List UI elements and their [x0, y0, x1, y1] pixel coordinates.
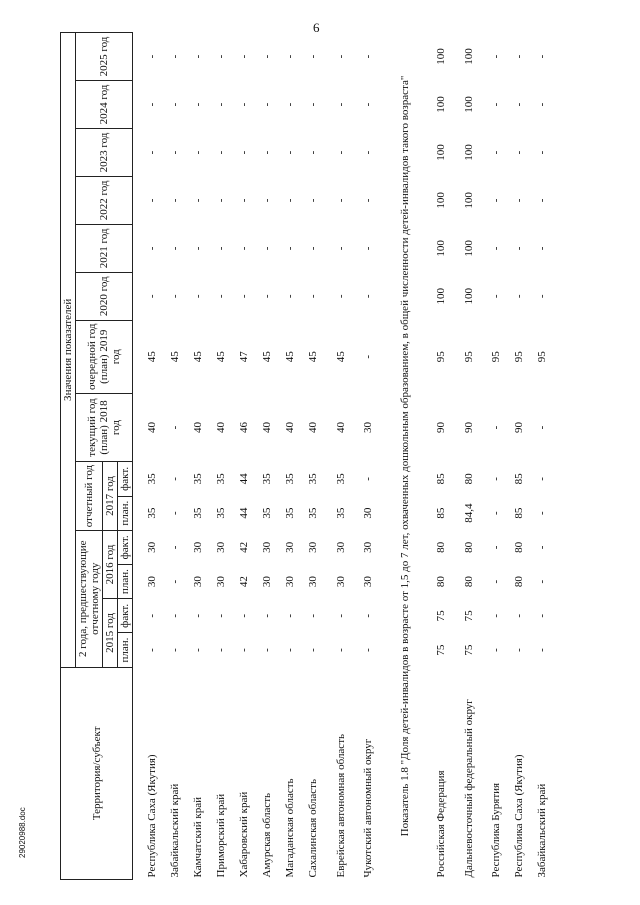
row-value-cell: - — [146, 150, 158, 155]
row-value-cell: 35 — [284, 507, 296, 519]
row-value-cell: 75 — [435, 610, 447, 622]
row-value-cell: - — [215, 246, 227, 251]
footer-filename: 29020988.doc — [18, 807, 27, 858]
row-territory-name: Дальневосточный федеральный округ — [462, 699, 475, 878]
row-value-cell: - — [192, 198, 204, 203]
header-2022: 2022 год — [76, 176, 133, 224]
row-value-cell: 100 — [435, 240, 447, 257]
row-value-cell: 30 — [334, 541, 347, 553]
row-value-cell: - — [307, 102, 319, 107]
row-value-cell: - — [284, 150, 296, 155]
row-value-cell: - — [334, 648, 347, 652]
row-value-cell: - — [362, 150, 374, 155]
row-value-cell: - — [536, 150, 548, 155]
row-value-cell: 44 — [238, 473, 250, 485]
row-value-cell: 84,4 — [462, 503, 475, 523]
row-value-cell: 40 — [215, 422, 227, 434]
row-value-cell: - — [334, 614, 347, 618]
row-value-cell: 95 — [435, 351, 447, 363]
row-territory-name: Республика Саха (Якутия) — [513, 754, 525, 878]
row-value-cell: 100 — [435, 48, 447, 65]
row-value-cell: - — [490, 102, 502, 107]
row-value-cell: 100 — [435, 288, 447, 305]
row-territory-name: Забайкальский край — [169, 783, 181, 878]
row-value-cell: 30 — [261, 576, 273, 588]
row-value-cell: 30 — [215, 576, 227, 588]
row-value-cell: 30 — [307, 576, 319, 588]
row-value-cell: 30 — [215, 541, 227, 553]
row-value-cell: 35 — [284, 473, 296, 485]
row-value-cell: - — [362, 102, 374, 107]
table-body-a — [133, 33, 381, 880]
row-value-cell: 35 — [334, 507, 347, 519]
row-value-cell: 30 — [284, 576, 296, 588]
table-row — [430, 33, 453, 880]
row-value-cell: 35 — [215, 473, 227, 485]
row-value-cell: 45 — [192, 351, 204, 363]
row-value-cell: - — [513, 614, 525, 618]
row-value-cell: - — [490, 511, 502, 515]
row-value-cell: 45 — [284, 351, 296, 363]
row-value-cell: - — [192, 150, 204, 155]
row-value-cell: 35 — [146, 507, 158, 519]
row-value-cell: 42 — [238, 541, 250, 553]
row-value-cell: 80 — [462, 473, 475, 485]
row-value-cell: 80 — [513, 541, 525, 553]
row-value-cell: 45 — [215, 351, 227, 363]
row-value-cell: 35 — [307, 507, 319, 519]
row-value-cell: - — [536, 545, 548, 550]
row-value-cell: - — [536, 425, 548, 430]
row-value-cell: 100 — [462, 192, 475, 209]
row-value-cell: - — [238, 54, 250, 59]
row-value-cell: 30 — [362, 507, 374, 519]
row-value-cell: 30 — [307, 541, 319, 553]
row-value-cell: - — [307, 294, 319, 299]
row-value-cell: 35 — [192, 473, 204, 485]
row-value-cell: - — [536, 102, 548, 107]
row-value-cell: 40 — [146, 422, 158, 434]
row-value-cell: - — [238, 102, 250, 107]
header-values: Значения показателей — [61, 33, 76, 668]
row-value-cell: - — [490, 246, 502, 251]
table-row — [531, 33, 554, 880]
header-fact: факт. — [118, 599, 133, 633]
table-row — [164, 33, 187, 880]
row-value-cell: - — [146, 648, 158, 652]
row-value-cell: - — [513, 102, 525, 107]
row-value-cell: 80 — [462, 576, 475, 588]
row-value-cell: 45 — [307, 351, 319, 363]
row-value-cell: - — [490, 545, 502, 550]
row-value-cell: 95 — [462, 351, 475, 363]
row-value-cell: 30 — [192, 541, 204, 553]
row-value-cell: - — [490, 198, 502, 203]
row-value-cell: - — [490, 425, 502, 430]
header-fact: факт. — [118, 462, 133, 496]
page-number: 6 — [313, 20, 320, 35]
row-value-cell: - — [284, 648, 296, 652]
row-value-cell: 30 — [362, 541, 374, 553]
row-value-cell: 35 — [215, 507, 227, 519]
row-value-cell: - — [146, 54, 158, 59]
row-value-cell: 30 — [362, 422, 374, 434]
row-value-cell: 46 — [238, 422, 250, 434]
rotated-table-container — [60, 30, 580, 880]
row-value-cell: 40 — [334, 422, 347, 434]
row-value-cell: - — [536, 246, 548, 251]
row-value-cell: - — [146, 102, 158, 107]
row-value-cell: - — [169, 294, 181, 299]
row-value-cell: 40 — [192, 422, 204, 434]
indicator-caption-section — [380, 33, 430, 880]
row-value-cell: 100 — [462, 240, 475, 257]
table-row — [256, 33, 279, 880]
row-value-cell: - — [261, 150, 273, 155]
row-value-cell: 45 — [146, 351, 158, 363]
header-2015: 2015 год — [103, 599, 118, 667]
row-value-cell: - — [192, 102, 204, 107]
row-value-cell: - — [334, 294, 347, 299]
row-value-cell: - — [261, 614, 273, 618]
row-value-cell: - — [238, 246, 250, 251]
row-value-cell: - — [536, 477, 548, 481]
row-value-cell: - — [284, 198, 296, 203]
row-value-cell: - — [284, 102, 296, 107]
table-row — [357, 33, 380, 880]
row-value-cell: - — [284, 294, 296, 299]
row-value-cell: - — [169, 648, 181, 652]
row-value-cell: - — [169, 579, 181, 584]
row-value-cell: 45 — [261, 351, 273, 363]
row-value-cell: - — [284, 614, 296, 618]
row-value-cell: - — [169, 102, 181, 107]
row-value-cell: - — [536, 54, 548, 59]
row-value-cell: - — [513, 54, 525, 59]
row-value-cell: 75 — [462, 610, 475, 622]
row-value-cell: - — [169, 511, 181, 515]
row-value-cell: 80 — [435, 541, 447, 553]
row-value-cell: 35 — [146, 473, 158, 485]
row-value-cell: 30 — [362, 576, 374, 588]
row-value-cell: 80 — [462, 541, 475, 553]
indicator-table — [60, 32, 554, 880]
header-2020: 2020 год — [76, 272, 133, 320]
row-value-cell: 30 — [146, 576, 158, 588]
row-value-cell: - — [284, 246, 296, 251]
row-value-cell: - — [284, 54, 296, 59]
row-value-cell: - — [362, 54, 374, 59]
row-territory-name: Республика Саха (Якутия) — [146, 754, 158, 878]
row-value-cell: - — [169, 54, 181, 59]
row-territory-name: Республика Бурятия — [490, 782, 502, 878]
row-value-cell: 85 — [513, 473, 525, 485]
row-value-cell: - — [362, 477, 374, 481]
row-value-cell: - — [536, 198, 548, 203]
row-value-cell: - — [307, 246, 319, 251]
header-2016: 2016 год — [103, 530, 118, 598]
row-value-cell: 35 — [261, 507, 273, 519]
table-row — [210, 33, 233, 880]
row-value-cell: - — [307, 614, 319, 618]
row-value-cell: - — [146, 294, 158, 299]
row-value-cell: 90 — [462, 422, 475, 434]
header-fact: факт. — [118, 530, 133, 564]
header-2017: 2017 год — [103, 462, 118, 530]
row-value-cell: - — [490, 648, 502, 652]
row-value-cell: - — [307, 150, 319, 155]
row-value-cell: 40 — [307, 422, 319, 434]
row-value-cell: - — [192, 614, 204, 618]
row-value-cell: - — [215, 150, 227, 155]
row-value-cell: 95 — [536, 351, 548, 363]
row-value-cell: - — [490, 614, 502, 618]
row-value-cell: - — [192, 648, 204, 652]
row-value-cell: 100 — [462, 96, 475, 113]
table-row — [508, 33, 531, 880]
row-value-cell: 47 — [238, 351, 250, 363]
table-row — [233, 33, 256, 880]
table-header — [61, 33, 133, 880]
row-value-cell: 45 — [334, 351, 347, 363]
row-territory-name: Магаданская область — [284, 778, 296, 878]
row-value-cell: - — [362, 246, 374, 251]
header-report-year: отчетный год — [76, 462, 103, 530]
row-value-cell: - — [513, 294, 525, 299]
row-value-cell: - — [362, 648, 374, 652]
row-value-cell: - — [238, 614, 250, 618]
row-value-cell: - — [192, 54, 204, 59]
row-value-cell: - — [261, 246, 273, 251]
row-value-cell: 40 — [284, 422, 296, 434]
header-2021: 2021 год — [76, 224, 133, 272]
row-value-cell: 75 — [435, 644, 447, 656]
row-value-cell: 30 — [284, 541, 296, 553]
row-value-cell: - — [146, 246, 158, 251]
table-row — [187, 33, 210, 880]
row-territory-name: Хабаровский край — [238, 791, 250, 878]
row-territory-name: Российская Федерация — [435, 770, 447, 878]
row-value-cell: - — [536, 648, 548, 652]
row-value-cell: - — [536, 579, 548, 584]
row-value-cell: - — [490, 579, 502, 584]
row-value-cell: - — [215, 648, 227, 652]
row-value-cell: 80 — [513, 576, 525, 588]
row-value-cell: 30 — [261, 541, 273, 553]
header-territory: Территория/субъект — [61, 667, 133, 879]
row-value-cell: 95 — [513, 351, 525, 363]
row-value-cell: - — [490, 294, 502, 299]
row-value-cell: 35 — [261, 473, 273, 485]
row-value-cell: - — [362, 354, 374, 359]
row-value-cell: - — [169, 545, 181, 550]
row-value-cell: 42 — [238, 576, 250, 588]
row-value-cell: - — [490, 150, 502, 155]
table-row — [485, 33, 508, 880]
row-value-cell: - — [169, 246, 181, 251]
row-value-cell: - — [536, 294, 548, 299]
row-value-cell: - — [238, 198, 250, 203]
row-value-cell: - — [513, 150, 525, 155]
table-row — [325, 33, 357, 880]
header-current-year: текущий год (план) 2018 год — [76, 393, 133, 461]
row-value-cell: - — [261, 198, 273, 203]
row-value-cell: - — [169, 150, 181, 155]
row-territory-name: Сахалинская область — [307, 779, 319, 878]
row-value-cell: - — [334, 246, 347, 251]
row-value-cell: - — [261, 102, 273, 107]
row-value-cell: - — [261, 294, 273, 299]
row-value-cell: - — [307, 648, 319, 652]
row-value-cell: - — [215, 198, 227, 203]
table-row — [133, 33, 165, 880]
table-body-b — [430, 33, 554, 880]
row-value-cell: - — [215, 54, 227, 59]
row-value-cell: 30 — [192, 576, 204, 588]
row-value-cell: - — [490, 54, 502, 59]
row-territory-name: Приморский край — [215, 793, 227, 878]
row-value-cell: - — [334, 150, 347, 155]
row-value-cell: 35 — [307, 473, 319, 485]
row-territory-name: Чукотский автономный округ — [362, 738, 374, 878]
header-2023: 2023 год — [76, 129, 133, 177]
row-value-cell: 75 — [462, 644, 475, 656]
row-value-cell: 35 — [334, 473, 347, 485]
row-value-cell: - — [536, 614, 548, 618]
row-value-cell: - — [192, 294, 204, 299]
row-value-cell: 45 — [169, 351, 181, 363]
row-value-cell: - — [146, 198, 158, 203]
row-value-cell: 100 — [462, 48, 475, 65]
row-value-cell: - — [362, 198, 374, 203]
row-value-cell: - — [215, 614, 227, 618]
row-value-cell: - — [238, 648, 250, 652]
row-value-cell: 85 — [435, 507, 447, 519]
row-value-cell: 100 — [435, 96, 447, 113]
row-value-cell: 90 — [513, 422, 525, 434]
row-value-cell: 85 — [513, 507, 525, 519]
row-value-cell: 100 — [462, 288, 475, 305]
header-plan: план. — [118, 633, 133, 667]
indicator-caption: Показатель 1.8 "Доля детей-инвалидов в возрасте от 1,5 до 7 лет, охваченных дошкольным образованием, в общей численности детей-инвалидов такого возраста" — [398, 75, 411, 837]
row-value-cell: - — [307, 54, 319, 59]
table-row — [453, 33, 485, 880]
row-value-cell: - — [169, 614, 181, 618]
row-value-cell: - — [362, 614, 374, 618]
row-value-cell: 80 — [435, 576, 447, 588]
row-value-cell: 30 — [334, 576, 347, 588]
row-value-cell: - — [334, 198, 347, 203]
row-value-cell: 100 — [435, 144, 447, 161]
row-value-cell: - — [261, 648, 273, 652]
row-value-cell: 40 — [261, 422, 273, 434]
row-value-cell: - — [513, 246, 525, 251]
row-value-cell: - — [169, 477, 181, 481]
header-2024: 2024 год — [76, 81, 133, 129]
row-value-cell: - — [261, 54, 273, 59]
row-value-cell: - — [215, 294, 227, 299]
header-next-year: очередной год (план) 2019 год — [76, 320, 133, 393]
row-value-cell: 100 — [462, 144, 475, 161]
row-value-cell: 100 — [435, 192, 447, 209]
row-value-cell: - — [362, 294, 374, 299]
row-territory-name: Еврейская автономная область — [334, 733, 347, 878]
row-value-cell: - — [490, 477, 502, 481]
header-plan: план. — [118, 496, 133, 530]
row-value-cell: - — [238, 294, 250, 299]
header-two-years: 2 года, предшествующие отчетному году — [76, 530, 103, 667]
row-value-cell: - — [146, 614, 158, 618]
row-value-cell: - — [536, 511, 548, 515]
row-value-cell: 30 — [146, 541, 158, 553]
row-value-cell: - — [513, 198, 525, 203]
row-value-cell: 95 — [490, 351, 502, 363]
row-value-cell: - — [334, 54, 347, 59]
row-territory-name: Амурская область — [261, 792, 273, 878]
row-value-cell: 85 — [435, 473, 447, 485]
header-2025: 2025 год — [76, 33, 133, 81]
table-row — [279, 33, 302, 880]
row-value-cell: - — [238, 150, 250, 155]
row-value-cell: - — [334, 102, 347, 107]
row-value-cell: - — [192, 246, 204, 251]
row-value-cell: - — [215, 102, 227, 107]
header-plan: план. — [118, 564, 133, 598]
row-value-cell: - — [513, 648, 525, 652]
row-territory-name: Забайкальский край — [536, 783, 548, 878]
row-value-cell: - — [169, 425, 181, 430]
row-value-cell: 90 — [435, 422, 447, 434]
row-value-cell: 35 — [192, 507, 204, 519]
row-value-cell: 44 — [238, 507, 250, 519]
table-row — [302, 33, 325, 880]
row-value-cell: - — [307, 198, 319, 203]
row-value-cell: - — [169, 198, 181, 203]
row-territory-name: Камчатский край — [192, 797, 204, 878]
